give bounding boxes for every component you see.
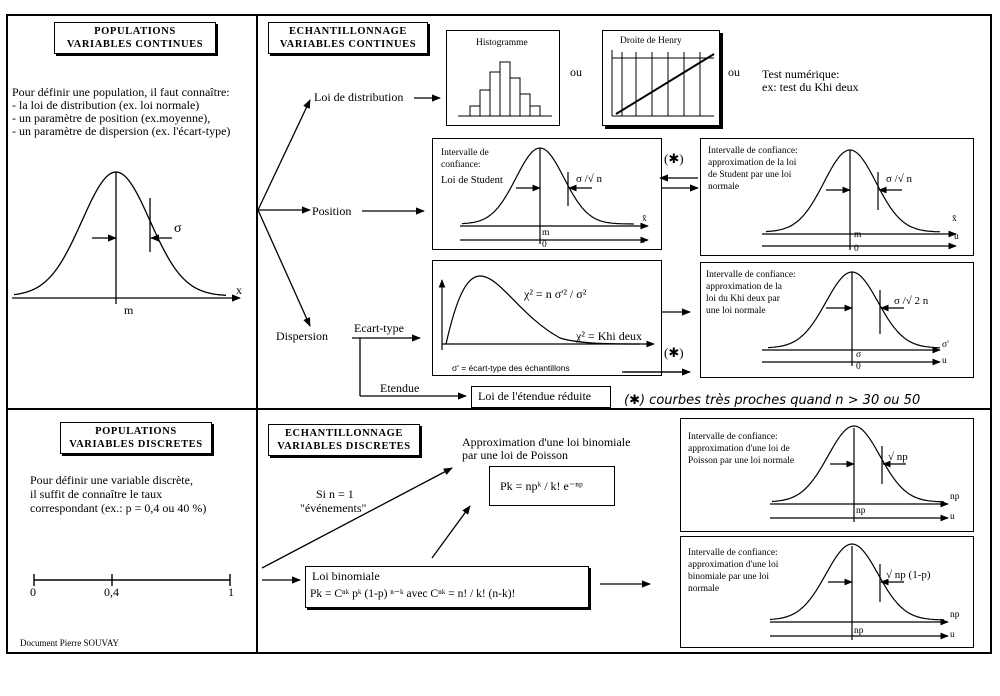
pop-cont-item2: - un paramètre de position (ex.moyenne), [12, 111, 211, 125]
pop-cont-intro: Pour définir une population, il faut connaître: [12, 85, 230, 99]
khi-sigma: σ /√ 2 n [894, 295, 929, 307]
ech-disc-title [268, 424, 420, 456]
student-t: t [642, 236, 645, 246]
pop-cont-m: m [124, 303, 134, 317]
ech-cont-title-l2: VARIABLES CONTINUES [279, 39, 417, 50]
khi-sigma-mark: σ [856, 350, 862, 360]
student-l1: Intervalle de [441, 148, 489, 158]
bc-l4: normale [688, 584, 720, 594]
document-credit: Document Pierre SOUVAY [20, 638, 119, 648]
scale-tick-1: 1 [228, 585, 234, 599]
norm-l1: Intervalle de confiance: [708, 146, 798, 156]
bc-np-mark: np [854, 626, 864, 636]
si-n-label-l2: "événements" [300, 501, 367, 515]
khi-l2: approximation de la [706, 282, 782, 292]
norm-m: m [854, 230, 862, 240]
khi-l1: Intervalle de confiance: [706, 270, 796, 280]
discrete-scale [34, 574, 230, 586]
pop-cont-x: x [236, 283, 242, 297]
ou-label-2: ou [728, 65, 740, 79]
ecart-type-label: Ecart-type [354, 321, 404, 335]
chi-label: χ² = Khi deux [576, 329, 643, 343]
ech-cont-title-l1: ECHANTILLONNAGE [288, 26, 408, 37]
dispersion-label: Dispersion [276, 329, 328, 343]
bc-l2: approximation d'une loi [688, 560, 779, 570]
khi-zero: 0 [856, 362, 861, 372]
si-n-label-l1: Si n = 1 [316, 487, 354, 501]
pop-disc-title-l1: POPULATIONS [95, 426, 177, 437]
student-curve [460, 148, 648, 244]
norm-u: u [954, 232, 959, 242]
khi-l4: une loi normale [706, 306, 766, 316]
bc-u: u [950, 630, 955, 640]
pop-disc-text-l3: correspondant (ex.: p = 0,4 ou 40 %) [30, 501, 207, 515]
pc-sqrt-np: √ np [888, 451, 908, 463]
test-l2: ex: test du Khi deux [762, 80, 859, 94]
star-label-1: (✱) [664, 151, 684, 166]
pop-disc-title [60, 422, 212, 454]
pop-cont-title [54, 22, 216, 54]
khi-sigma-prime: σ' [942, 340, 949, 350]
bc-np: np [950, 610, 960, 620]
henry-label: Droite de Henry [620, 36, 682, 46]
ech-cont-title [268, 22, 428, 54]
student-l2: confiance: [441, 160, 481, 170]
norm-l2: approximation de la loi [708, 158, 797, 168]
pop-normal-curve [12, 172, 240, 304]
handwritten-note: (✱) courbes très proches quand n > 30 ou 50 [624, 393, 921, 408]
bc-l1: Intervalle de confiance: [688, 548, 778, 558]
student-l3: Loi de Student [441, 175, 503, 186]
khi-approx-curve [762, 272, 940, 366]
sigma-prime-def: σ' = écart-type des échantillons [452, 363, 570, 373]
norm-l3: de Student par une loi [708, 170, 792, 180]
pop-cont-sigma: σ [174, 221, 182, 236]
khi-u: u [942, 356, 947, 366]
poisson-formula: Pk = npᵏ / k! e⁻ⁿᵖ [500, 479, 583, 493]
pc-l1: Intervalle de confiance: [688, 432, 778, 442]
pop-cont-item3: - un paramètre de dispersion (ex. l'écart-type) [12, 124, 231, 138]
pop-disc-text-l1: Pour définir une variable discrète, [30, 473, 193, 487]
pop-cont-title-l1: POPULATIONS [94, 26, 176, 37]
etendue-label: Etendue [380, 381, 420, 395]
norm-sigma: σ /√ n [886, 173, 913, 185]
binomial-formula: Pk = Cⁿᵏ pᵏ (1-p) ⁿ⁻ᵏ avec Cⁿᵏ = n! / k! (n-k)! [310, 588, 516, 600]
bc-sqrt-npq: √ np (1-p) [886, 569, 931, 581]
ech-disc-title-l1: ECHANTILLONNAGE [284, 428, 404, 439]
student-sigma: σ /√ n [576, 173, 603, 185]
pc-np-mark: np [856, 506, 866, 516]
bc-l3: binomiale par une loi [688, 572, 769, 582]
pc-u: u [950, 512, 955, 522]
pop-cont-item1: - la loi de distribution (ex. loi normale) [12, 98, 200, 112]
khi-l3: loi du Khi deux par [706, 294, 780, 304]
henry-plot [612, 50, 714, 116]
ech-disc-title-l2: VARIABLES DISCRETES [277, 441, 411, 452]
etendue-box-text: Loi de l'étendue réduite [478, 389, 592, 403]
norm-xbar: x̄ [952, 214, 957, 224]
binomial-title: Loi binomiale [312, 569, 380, 583]
pc-l3: Poisson par une loi normale [688, 456, 795, 466]
scale-tick-0: 0 [30, 585, 36, 599]
main-arrows [258, 98, 698, 396]
scale-tick-04: 0,4 [104, 585, 119, 599]
pc-np: np [950, 492, 960, 502]
test-l1: Test numérique: [762, 67, 840, 81]
poisson-title-l2: par une loi de Poisson [462, 448, 568, 462]
pc-l2: approximation d'une loi de [688, 444, 790, 454]
norm-zero: 0 [854, 244, 859, 254]
histogram-bars [458, 62, 552, 116]
discrete-arrows [262, 468, 650, 584]
position-label: Position [312, 204, 352, 218]
pop-disc-text-l2: il suffit de connaître le taux [30, 487, 163, 501]
student-m: m [542, 228, 550, 238]
ou-label-1: ou [570, 65, 582, 79]
poisson-title-l1: Approximation d'une loi binomiale [462, 435, 631, 449]
histogram-label: Histogramme [476, 38, 528, 48]
student-xbar: x̄ [642, 214, 647, 224]
star-label-2: (✱) [664, 345, 684, 360]
pop-disc-title-l2: VARIABLES DISCRETES [69, 439, 203, 450]
norm-l4: normale [708, 182, 740, 192]
pop-cont-title-l2: VARIABLES CONTINUES [66, 39, 204, 50]
loi-distribution-label: Loi de distribution [314, 90, 404, 104]
chi-formula: χ² = n σ'² / σ² [524, 287, 587, 301]
student-zero: 0 [542, 240, 547, 250]
